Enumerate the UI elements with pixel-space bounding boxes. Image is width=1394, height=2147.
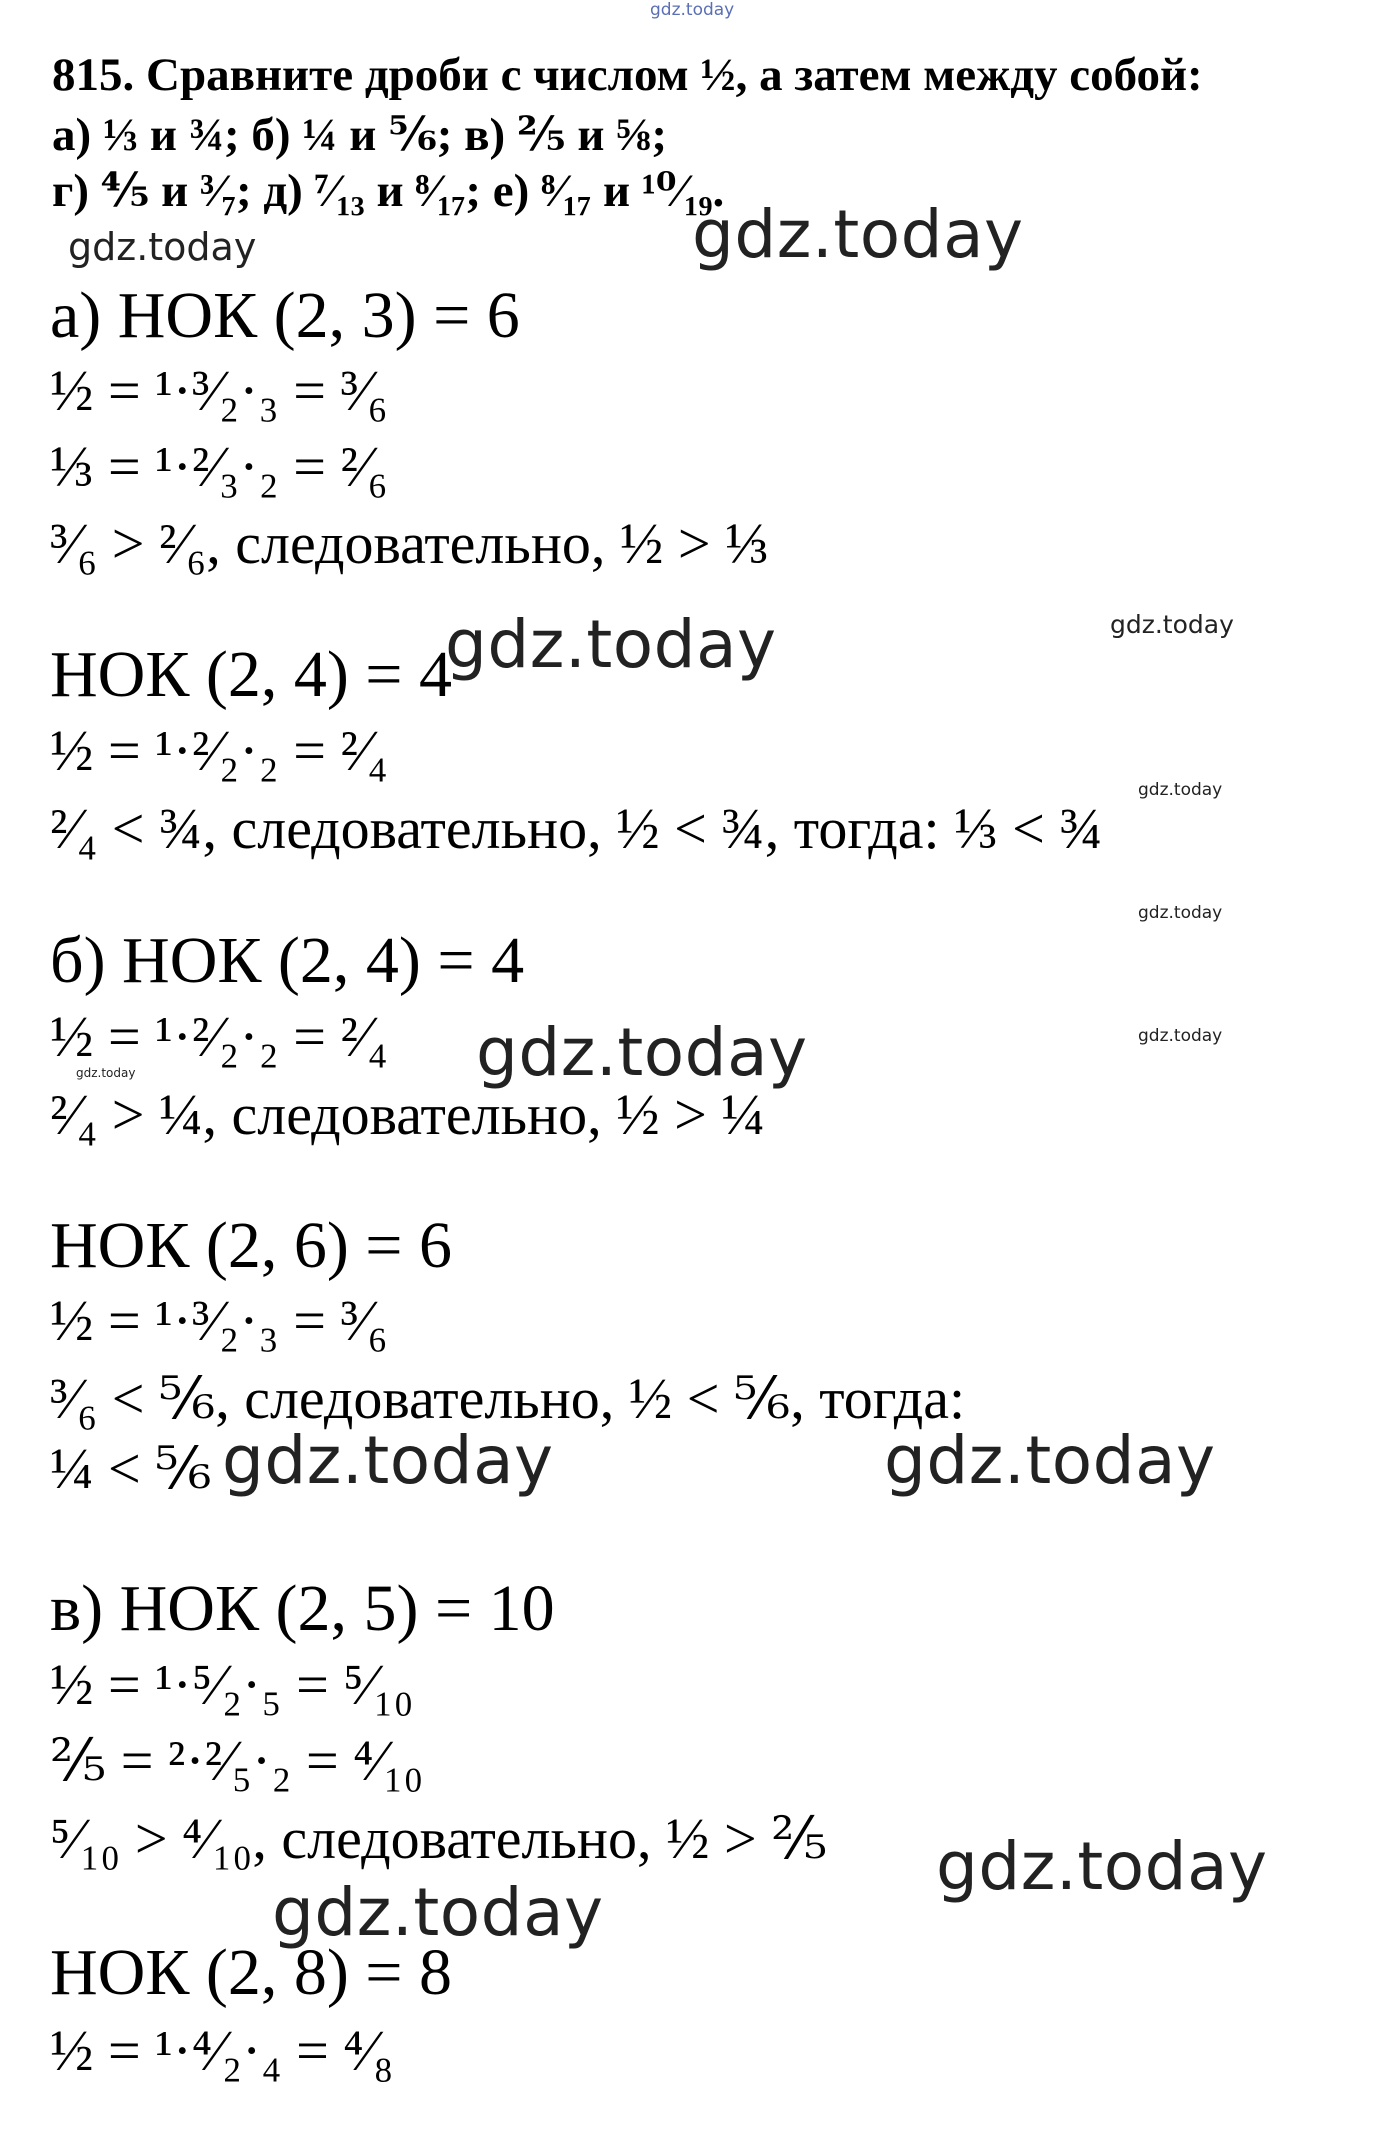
section-b-heading: б) НОК (2, 4) = 4 bbox=[50, 924, 525, 997]
problem-line-1: 815. Сравните дроби с числом ½, а затем между собой: bbox=[52, 49, 1203, 101]
watermark: gdz.today bbox=[1138, 1026, 1223, 1046]
section-heading: НОК (2, 4) = 4 bbox=[50, 638, 453, 711]
watermark: gdz.today bbox=[445, 606, 777, 683]
equation-line: ½ = ¹·²⁄₂·₂ = ²⁄₄ bbox=[50, 1004, 388, 1069]
equation-line: ⅖ = ²·²⁄₅·₂ = ⁴⁄₁₀ bbox=[50, 1728, 424, 1793]
equation-line: ½ = ¹·⁵⁄₂·₅ = ⁵⁄₁₀ bbox=[50, 1652, 414, 1717]
equation-line: ½ = ¹·³⁄₂·₃ = ³⁄₆ bbox=[50, 358, 388, 423]
equation-line: ³⁄₆ > ²⁄₆, следовательно, ½ > ⅓ bbox=[50, 511, 769, 576]
watermark: gdz.today bbox=[884, 1422, 1216, 1499]
watermark: gdz.today bbox=[1138, 903, 1223, 923]
equation-line: ½ = ¹·⁴⁄₂·₄ = ⁴⁄₈ bbox=[50, 2018, 394, 2083]
equation-line: ⁵⁄₁₀ > ⁴⁄₁₀, следовательно, ½ > ⅖ bbox=[50, 1806, 828, 1871]
watermark: gdz.today bbox=[76, 1066, 136, 1080]
section-c-heading: в) НОК (2, 5) = 10 bbox=[50, 1572, 555, 1645]
watermark: gdz.today bbox=[1138, 780, 1223, 800]
problem-line-3: г) ⅘ и ³⁄₇; д) ⁷⁄₁₃ и ⁸⁄₁₇; е) ⁸⁄₁₇ и ¹⁰⁄₁₉. bbox=[52, 165, 725, 217]
equation-line: ²⁄₄ > ¼, следовательно, ½ > ¼ bbox=[50, 1082, 765, 1147]
section-a-heading: а) НОК (2, 3) = 6 bbox=[50, 279, 520, 352]
watermark: gdz.today bbox=[272, 1874, 604, 1951]
watermark: gdz.today bbox=[1110, 610, 1234, 639]
watermark: gdz.today bbox=[476, 1014, 808, 1091]
equation-line: ²⁄₄ < ¾, следовательно, ½ < ¾, тогда: ⅓ < ¾ bbox=[50, 796, 1103, 861]
watermark-top: gdz.today bbox=[650, 0, 735, 20]
section-heading: НОК (2, 6) = 6 bbox=[50, 1209, 453, 1282]
equation-line: ¼ < ⅚ bbox=[50, 1436, 212, 1501]
watermark: gdz.today bbox=[936, 1828, 1268, 1905]
watermark: gdz.today bbox=[222, 1422, 554, 1499]
problem-line-2: а) ⅓ и ¾; б) ¼ и ⅚; в) ⅖ и ⅝; bbox=[52, 109, 668, 161]
equation-line: ³⁄₆ < ⅚, следовательно, ½ < ⅚, тогда: bbox=[50, 1366, 966, 1431]
equation-line: ½ = ¹·²⁄₂·₂ = ²⁄₄ bbox=[50, 718, 388, 783]
equation-line: ½ = ¹·³⁄₂·₃ = ³⁄₆ bbox=[50, 1288, 388, 1353]
watermark: gdz.today bbox=[692, 196, 1024, 273]
section-heading: НОК (2, 8) = 8 bbox=[50, 1936, 453, 2009]
watermark: gdz.today bbox=[68, 225, 257, 269]
equation-line: ⅓ = ¹·²⁄₃·₂ = ²⁄₆ bbox=[50, 434, 388, 499]
